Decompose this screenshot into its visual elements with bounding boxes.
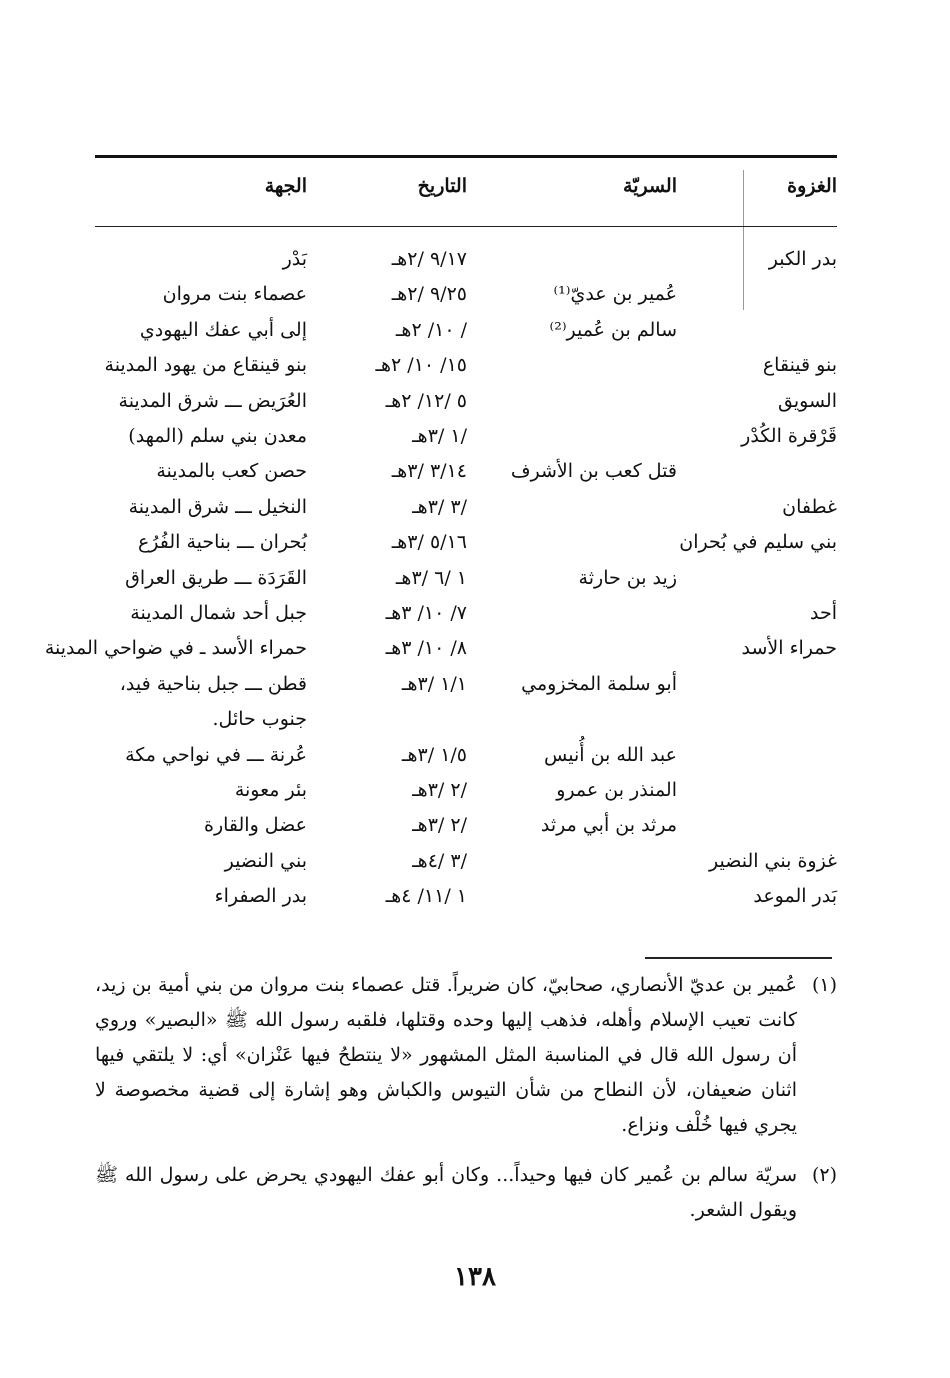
cell-tarikh: /٢ /٣هـ <box>412 814 467 836</box>
table-row <box>95 564 837 600</box>
table-row <box>95 882 837 918</box>
cell-tarikh: ٣/١٤ /٣هـ <box>391 460 467 482</box>
table-row <box>95 599 837 635</box>
table-row <box>95 457 837 493</box>
cell-tarikh: ٩/١٧ /٢هـ <box>391 248 467 270</box>
cell-tarikh: / ١٠/ ٢هـ <box>395 319 467 341</box>
cell-tarikh: ٩/٢٥ /٢هـ <box>391 283 467 305</box>
cell-jiha: بدر الصفراء <box>214 885 307 907</box>
cell-tarikh: /٢ /٣هـ <box>412 779 467 801</box>
cell-sariya: قتل كعب بن الأشرف <box>510 460 677 482</box>
cell-jiha: معدن بني سلم (المهد) <box>128 425 307 447</box>
cell-ghazwa: بَدر الموعد <box>753 885 837 907</box>
table-row <box>95 316 837 352</box>
cell-sariya: عُمير بن عديّ⁽¹⁾ <box>553 283 677 305</box>
footnote-number: (٢) <box>811 1164 837 1186</box>
table-row <box>95 528 837 564</box>
cell-jiha: بنو قينقاع من يهود المدينة <box>104 354 307 376</box>
cell-jiha: عصماء بنت مروان <box>162 283 307 305</box>
table-row <box>95 847 837 883</box>
cell-tarikh: ٥ /١٢/ ٢هـ <box>385 390 467 412</box>
cell-ghazwa: بدر الكبر <box>768 248 837 270</box>
cell-jiha: جنوب حائل. <box>212 708 307 730</box>
header-jiha: الجهة <box>264 175 307 197</box>
table-row <box>95 280 837 316</box>
cell-jiha: القَرَدَة ـــ طريق العراق <box>125 567 307 589</box>
footnote-text: عُمير بن عديّ الأنصاري، صحابيّ، كان ضريراً. قتل عصماء بنت مروان من بني أمية بن زيد، كانت تعيب الإسلام وأهله، فذهب إليها وحده وقتلها، فلقبه رسول الله ﷺ «البصير» وروي أن رسول الله قال في المناسبة المثل المشهور «لا ينتطحُ فيها عَنْزان» أي: لا يلتقي فيها اثنان ضعيفان، لأن النطاح من شأن التيوس والكباش وهو إشارة إلى قضية مخصوصة لا يجري فيها خُلْف ونزاع. <box>95 974 797 1136</box>
table-row <box>95 776 837 812</box>
cell-tarikh: /٣ /٤هـ <box>412 850 467 872</box>
cell-jiha: العُرَيض ـــ شرق المدينة <box>118 390 307 412</box>
page-number: ١٣٨ <box>454 1262 496 1292</box>
cell-ghazwa: أحد <box>810 602 837 624</box>
cell-jiha: قطن ـــ جبل بناحية فيد، <box>119 673 307 695</box>
table-top-rule <box>95 155 837 158</box>
cell-sariya: مرثد بن أبي مرثد <box>540 814 677 836</box>
footnote-1 <box>95 968 837 1143</box>
cell-sariya: أبو سلمة المخزومي <box>521 673 677 695</box>
cell-jiha: عُرنة ـــ في نواحي مكة <box>125 744 307 766</box>
cell-ghazwa: قَرْقرة الكُدْر <box>741 425 837 447</box>
cell-jiha: جبل أحد شمال المدينة <box>130 602 307 624</box>
cell-tarikh: ٧/ ١٠/ ٣هـ <box>385 602 467 624</box>
table-row <box>95 245 837 281</box>
cell-ghazwa: غطفان <box>782 496 837 518</box>
cell-ghazwa: بني سليم في بُحران <box>679 531 837 553</box>
cell-tarikh: /١ /٣هـ <box>412 425 467 447</box>
header-sariya: السريّة <box>623 175 677 197</box>
table-row <box>95 705 837 741</box>
table-row <box>95 811 837 847</box>
cell-sariya: زيد بن حارثة <box>578 567 677 589</box>
cell-jiha: إلى أبي عفك اليهودي <box>139 319 307 341</box>
cell-jiha: عضل والقارة <box>203 814 307 836</box>
cell-tarikh: ١ /١١/ ٤هـ <box>385 885 467 907</box>
cell-tarikh: ١ /٦ /٣هـ <box>395 567 467 589</box>
cell-jiha: بئر معونة <box>234 779 307 801</box>
cell-sariya: المنذر بن عمرو <box>556 779 677 801</box>
cell-ghazwa: السويق <box>778 390 837 412</box>
footnote-text: سريّة سالم بن عُمير كان فيها وحيداً... وكان أبو عفك اليهودي يحرض على رسول الله ﷺ ويقول الشعر. <box>95 1164 797 1221</box>
table-row <box>95 741 837 777</box>
cell-tarikh: ١/١ /٣هـ <box>401 673 467 695</box>
cell-ghazwa: حمراء الأسد <box>741 637 837 659</box>
cell-jiha: حصن كعب بالمدينة <box>156 460 307 482</box>
table-row <box>95 493 837 529</box>
table-row <box>95 422 837 458</box>
footnote-rule <box>645 957 832 959</box>
cell-jiha: حمراء الأسد ـ في ضواحي المدينة <box>44 637 307 659</box>
cell-tarikh: ١٥/ ١٠/ ٢هـ <box>375 354 467 376</box>
table-header-rule <box>95 226 837 227</box>
cell-sariya: سالم بن عُمير⁽²⁾ <box>549 319 677 341</box>
cell-ghazwa: بنو قينقاع <box>762 354 837 376</box>
cell-tarikh: /٣ /٣هـ <box>412 496 467 518</box>
cell-tarikh: ٥/١٦ /٣هـ <box>391 531 467 553</box>
header-tarikh: التاريخ <box>417 175 467 197</box>
table-row <box>95 351 837 387</box>
footnote-2 <box>95 1158 837 1228</box>
cell-tarikh: ٨/ ١٠/ ٣هـ <box>385 637 467 659</box>
cell-tarikh: ١/٥ /٣هـ <box>401 744 467 766</box>
table-row <box>44 634 837 670</box>
footnote-number: (١) <box>811 974 837 996</box>
cell-jiha: النخيل ـــ شرق المدينة <box>128 496 307 518</box>
cell-jiha: بني النضير <box>224 850 307 872</box>
cell-jiha: بُحران ـــ بناحية الفُرُع <box>137 531 307 553</box>
header-ghazwa: الغزوة <box>787 175 837 197</box>
cell-ghazwa: غزوة بني النضير <box>709 850 837 872</box>
cell-jiha: بَدْر <box>282 248 307 270</box>
cell-sariya: عبد الله بن أُنيس <box>544 744 677 766</box>
table-row <box>95 670 837 706</box>
table-row <box>95 387 837 423</box>
